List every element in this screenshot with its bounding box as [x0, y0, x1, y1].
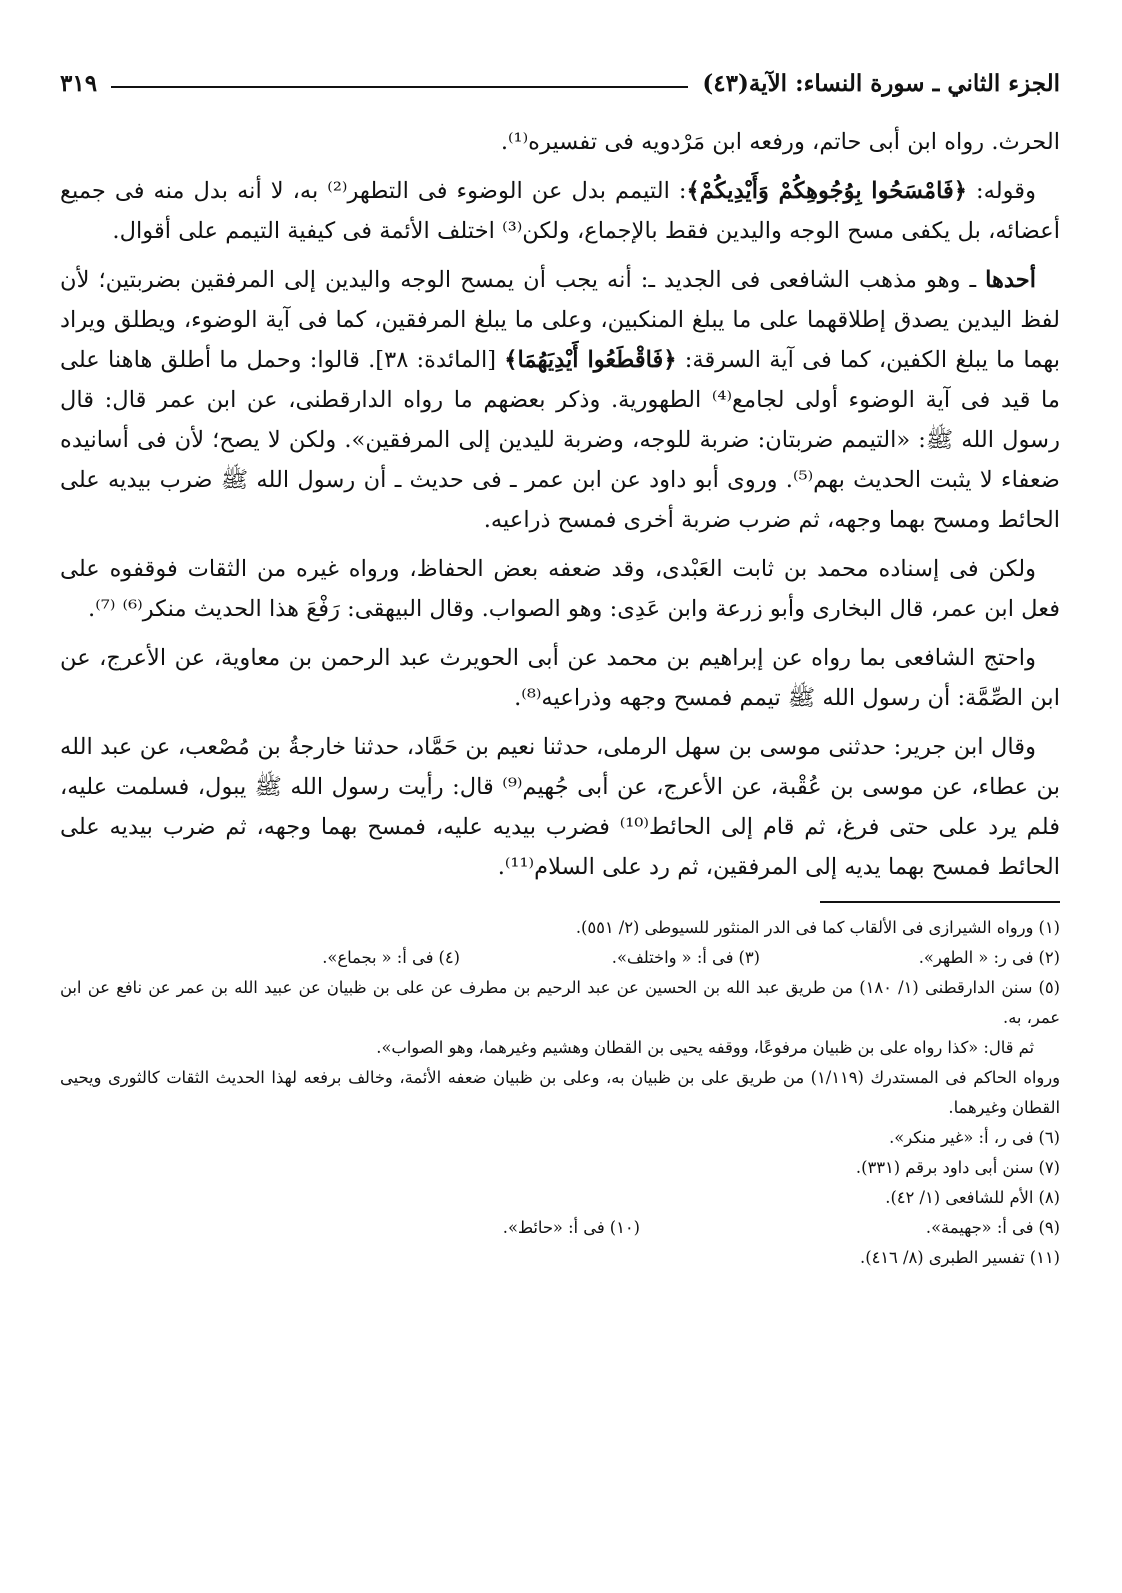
footnote-3: (٣) فى أ: « واختلف». — [611, 948, 760, 967]
running-header — [60, 62, 1060, 104]
footnote-2: (٢) فى ر: « الطهر». — [918, 948, 1060, 967]
paragraph-5: واحتج الشافعى بما رواه عن إبراهيم بن محمد عن أبى الحويرث عبد الرحمن بن معاوية، عن الأعرج، عن ابن الصِّمَّة: أن رسول الله ﷺ تيمم فمسح وجهه وذراعيه⁽⁸⁾. — [60, 645, 1060, 711]
page-number: ٣١٩ — [60, 69, 98, 97]
footnote-separator — [820, 901, 1060, 903]
paragraph-3-lead: أحدها — [985, 267, 1036, 293]
paragraph-3-b: [المائدة: ٣٨]. قالوا: وحمل ما أطلق هاهنا على ما قيد فى آية الوضوء أولى لجامع⁽⁴⁾ الطهورية. وذكر بعضهم ما رواه الدارقطنى، عن ابن عمر قال: قال رسول الله ﷺ: «التيمم ضربتان: ضربة للوجه، وضربة لليدين إلى المرفقين». ولكن لا يصح؛ لأن فى أسانيده ضعفاء لا يثبت الحديث بهم⁽⁵⁾. وروى أبو داود عن ابن عمر ـ فى حديث ـ أن رسول الله ﷺ ضرب بيديه على الحائط ومسح بهما وجهه، ثم ضرب ضربة أخرى فمسح ذراعيه. — [60, 347, 1060, 533]
book-page — [60, 62, 1060, 1562]
footnote-5-continued: ثم قال: «كذا رواه على بن ظبيان مرفوعًا، ووقفه يحيى بن القطان وهشيم وغيرهما، وهو الصواب». — [376, 1038, 1034, 1057]
running-title: الجزء الثاني ـ سورة النساء: الآية(٤٣) — [702, 69, 1060, 97]
footnote-11: (١١) تفسير الطبرى (٨/ ٤١٦). — [860, 1248, 1060, 1267]
footnote-4: (٤) فى أ: « بجماع». — [322, 948, 460, 967]
paragraph-2 — [60, 171, 1060, 251]
paragraph-2-lead: وقوله: — [967, 178, 1037, 204]
footnote-7: (٧) سنن أبى داود برقم (٣٣١). — [855, 1158, 1060, 1177]
footnote-5-continued-2: ورواه الحاكم فى المستدرك (١/١١٩) من طريق على بن ظبيان به، وعلى بن ظبيان ضعفه الأئمة، وخالف برفعه لهذا الحديث الثقات كالثورى ويحيى القطان وغيرهما. — [60, 1068, 1060, 1117]
paragraph-3 — [60, 260, 1060, 540]
footnote-5: (٥) سنن الدارقطنى (١/ ١٨٠) من طريق عبد الله بن الحسين عن عبد الرحيم بن مطرف عن على بن ظبيان عن عبيد الله بن عمر عن نافع عن ابن عمر، به. — [60, 978, 1060, 1027]
footnote-8: (٨) الأم للشافعى (١/ ٤٢). — [885, 1188, 1060, 1207]
paragraph-1: الحرث. رواه ابن أبى حاتم، ورفعه ابن مَرْدويه فى تفسيره⁽¹⁾. — [500, 129, 1060, 155]
quran-verse-1: ﴿فَامْسَحُوا بِوُجُوهِكُمْ وَأَيْدِيكُمْ﴾ — [686, 178, 968, 204]
footnote-6: (٦) فى ر، أ: «غير منكر». — [889, 1128, 1060, 1147]
main-text — [60, 122, 1060, 887]
paragraph-4: ولكن فى إسناده محمد بن ثابت العَبْدى، وقد ضعفه بعض الحفاظ، ورواه غيره من الثقات فوقفوه على فعل ابن عمر، قال البخارى وأبو زرعة وابن عَدِى: وهو الصواب. وقال البيهقى: رَفْعَ هذا الحديث منكر⁽⁶⁾ ⁽⁷⁾. — [60, 556, 1060, 622]
paragraph-6: وقال ابن جرير: حدثنى موسى بن سهل الرملى، حدثنا نعيم بن حَمَّاد، حدثنا خارجةُ بن مُصْعب، عن عبد الله بن عطاء، عن موسى بن عُقْبة، عن الأعرج، عن أبى جُهيم⁽⁹⁾ قال: رأيت رسول الله ﷺ يبول، فسلمت عليه، فلم يرد على حتى فرغ، ثم قام إلى الحائط⁽¹⁰⁾ فضرب بيديه عليه، فمسح بهما وجهه، ثم ضرب بيديه على الحائط فمسح بهما يديه إلى المرفقين، ثم رد على السلام⁽¹¹⁾. — [60, 734, 1060, 880]
footnote-row-9-10 — [60, 1213, 1060, 1243]
paragraph-2-rest: : التيمم بدل عن الوضوء فى التطهر⁽²⁾ به، لا أنه بدل منه فى جميع أعضائه، بل يكفى مسح الوجه واليدين فقط بالإجماع، ولكن⁽³⁾ اختلف الأئمة فى كيفية التيمم على أقوال. — [60, 178, 1060, 244]
footnote-1: (١) ورواه الشيرازى فى الألقاب كما فى الدر المنثور للسيوطى (٢/ ٥٥١). — [575, 918, 1060, 937]
header-rule — [111, 86, 688, 88]
footnote-row-2-4 — [60, 943, 1060, 973]
footnotes — [60, 913, 1060, 1273]
footnote-10: (١٠) فى أ: «حائط». — [502, 1218, 640, 1237]
paragraph-3-a: ـ وهو مذهب الشافعى فى الجديد ـ: أنه يجب أن يمسح الوجه واليدين إلى المرفقين بضربتين؛ لأن لفظ اليدين يصدق إطلاقهما على ما يبلغ المنكبين، وعلى ما يبلغ المرفقين، كما فى آية الوضوء، ويطلق ويراد بهما ما يبلغ الكفين، كما فى آية السرقة: — [60, 267, 1061, 373]
quran-verse-2: ﴿فَاقْطَعُوا أَيْدِيَهُمَا﴾ — [504, 347, 677, 373]
footnote-9: (٩) فى أ: «جهيمة». — [925, 1218, 1060, 1237]
